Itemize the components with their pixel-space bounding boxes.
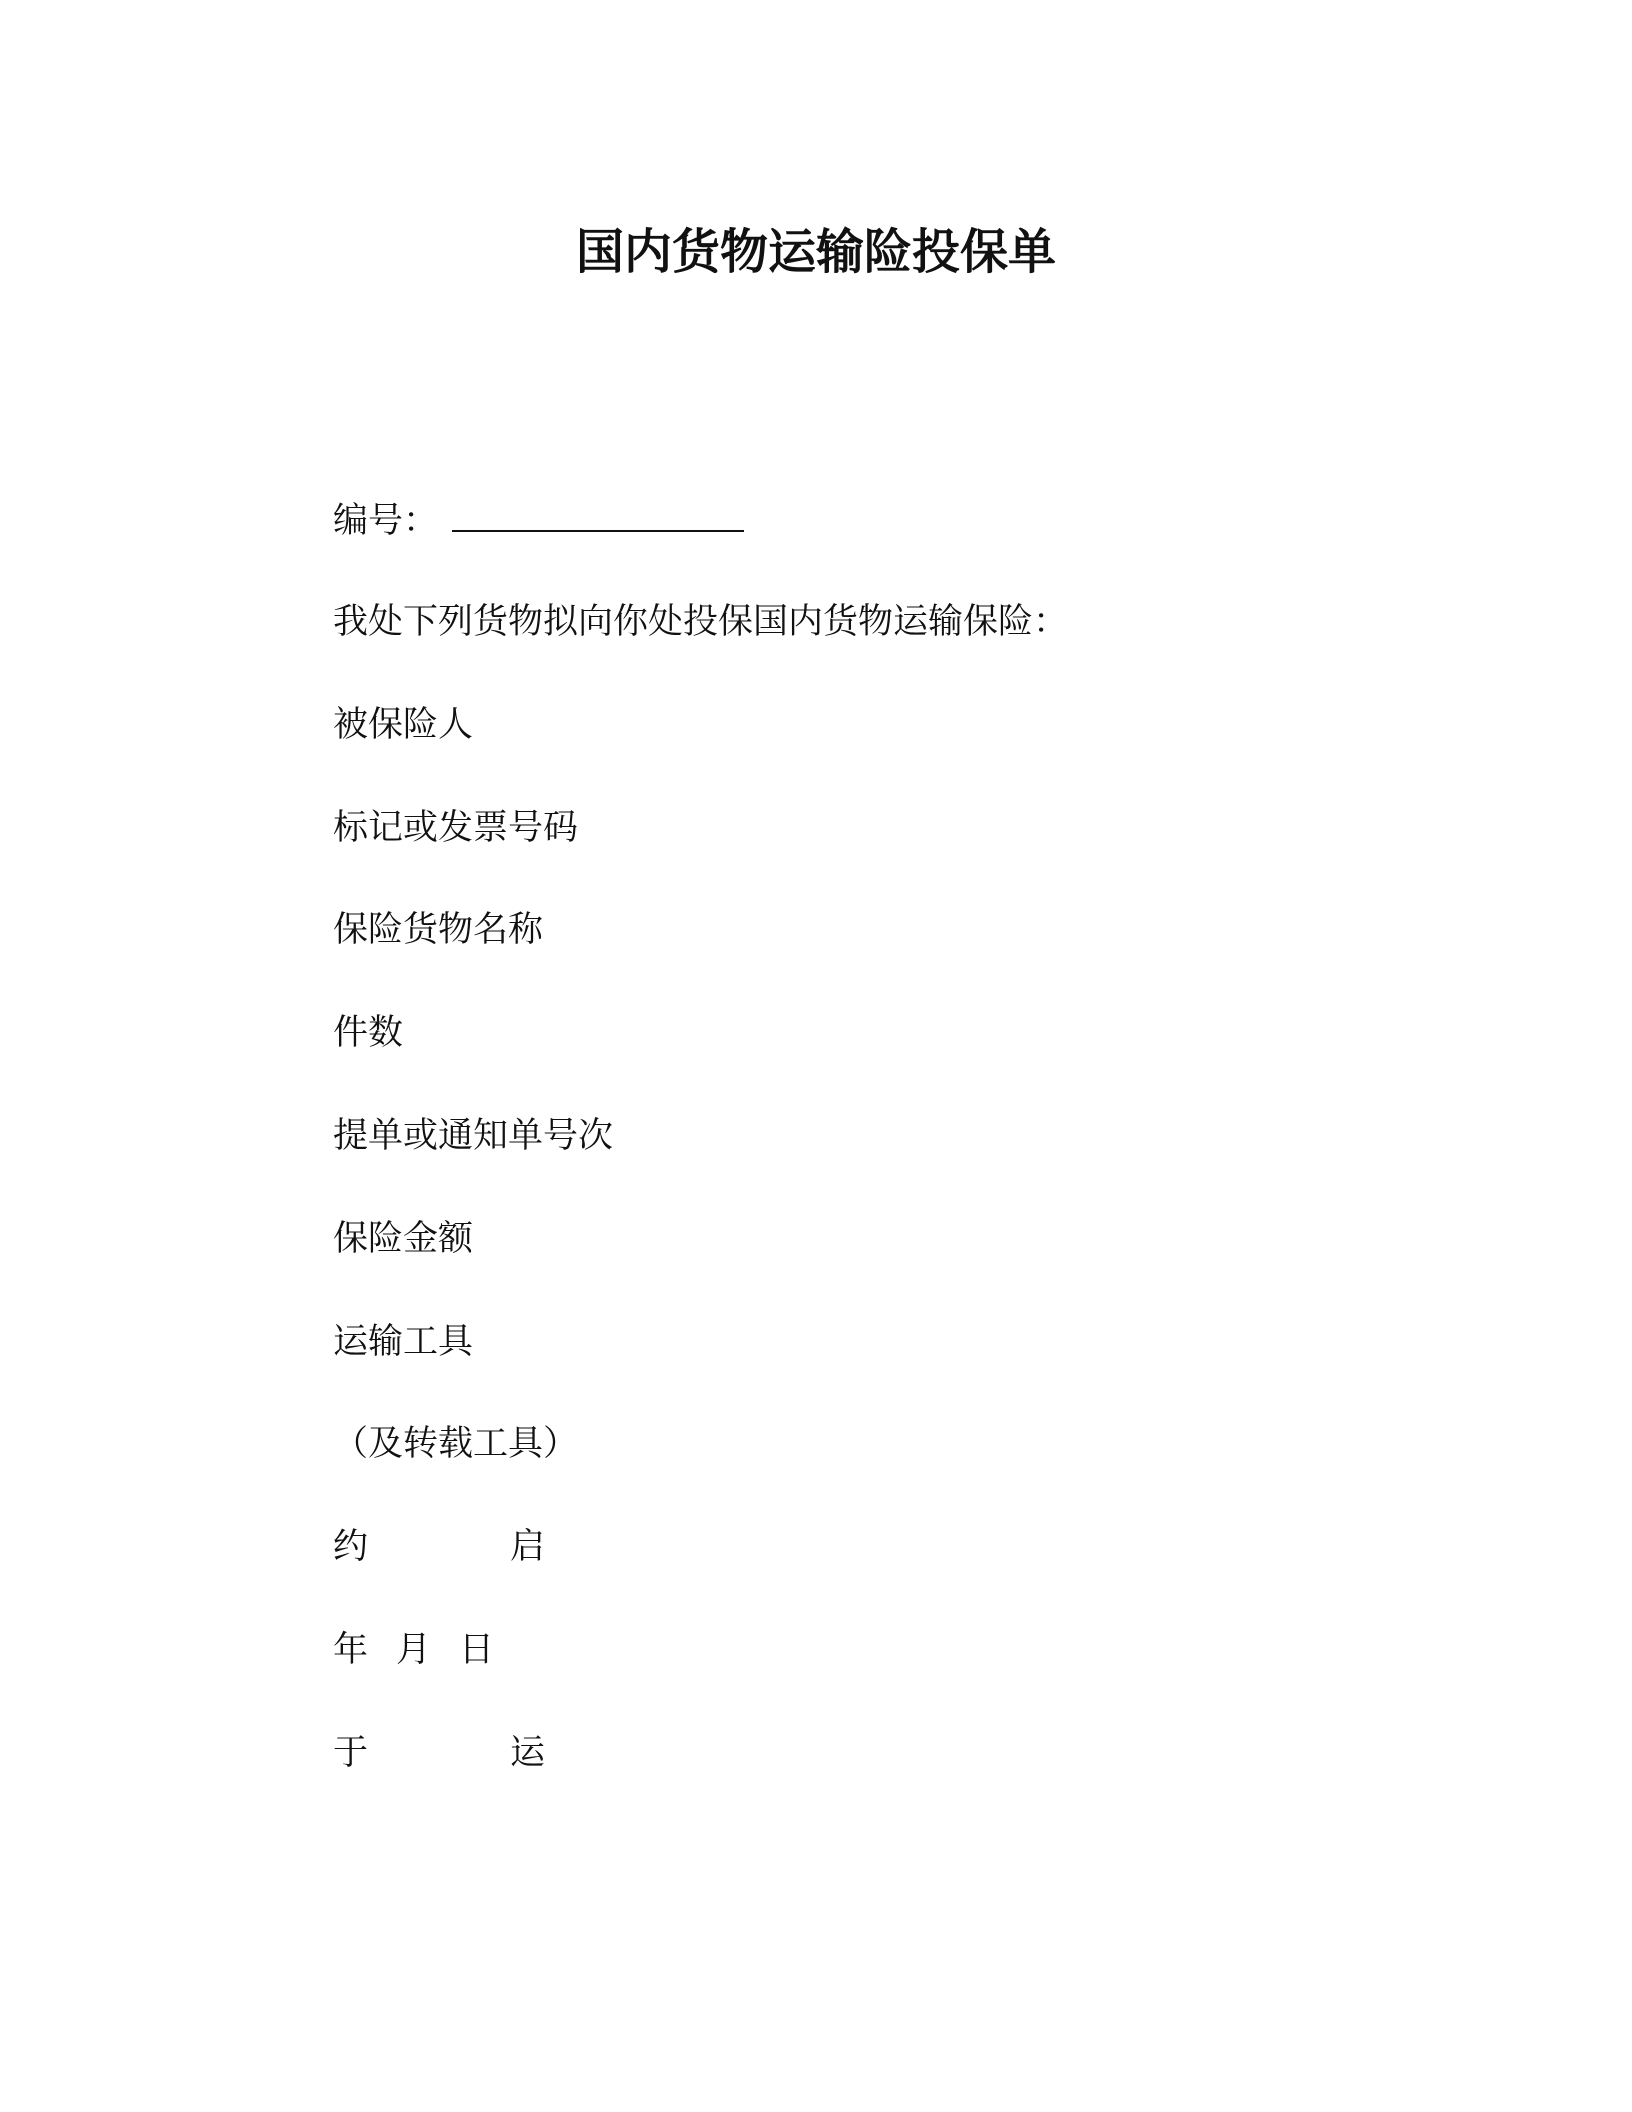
goods-name-label: 保险货物名称: [333, 910, 544, 950]
insured-label: 被保险人: [333, 705, 474, 745]
intro-text: 我处下列货物拟向你处投保国内货物运输保险：: [333, 602, 1069, 642]
date-row: [333, 1626, 494, 1674]
serial-number-blank[interactable]: [452, 496, 744, 532]
page-title: 国内货物运输险投保单: [575, 224, 1056, 280]
departure-row: [333, 1523, 545, 1571]
date-day: 日: [459, 1630, 495, 1670]
transshipment-label: （及转载工具）: [333, 1424, 579, 1464]
destination-row: [333, 1729, 545, 1777]
insured-amount-label: 保险金额: [333, 1219, 474, 1259]
quantity-label: 件数: [333, 1013, 404, 1053]
destination-word-1: 于: [333, 1733, 369, 1773]
departure-word-1: 约: [333, 1527, 369, 1567]
serial-number-label: 编号：: [333, 501, 439, 541]
departure-word-2: 启: [510, 1527, 546, 1567]
serial-number-row: [333, 496, 744, 545]
conveyance-label: 运输工具: [333, 1322, 474, 1362]
date-year: 年: [333, 1630, 369, 1670]
date-month: 月: [396, 1630, 432, 1670]
bill-notice-number-label: 提单或通知单号次: [333, 1116, 614, 1156]
mark-invoice-label: 标记或发票号码: [333, 808, 579, 848]
destination-word-2: 运: [510, 1733, 546, 1773]
